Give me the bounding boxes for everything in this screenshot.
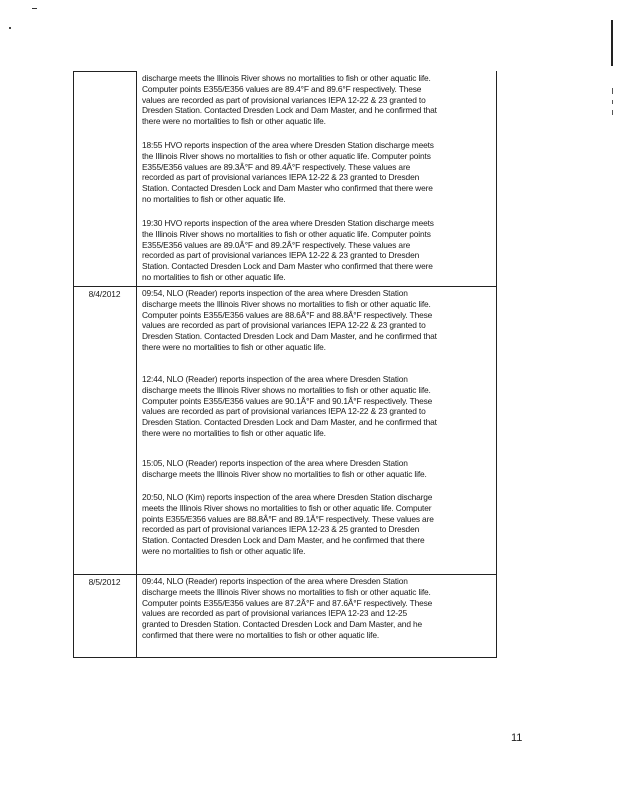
log-entry: discharge meets the Illinois River shows no mortalities to fish or other aquatic life. Computer points E355/E356 values are 89.4°F and 89.6°F respectively. These values are recorded as part of provisional variances IEPA 12-22 & 23 granted to Dresden Station. Contacted Dresden Lock and Dam Master, and he confirmed that there were no mortalities to fish or other aquatic life. — [142, 73, 437, 127]
scan-edge-mark — [612, 88, 613, 94]
log-entry: 19:30 HVO reports inspection of the area where Dresden Station discharge meets the Illinois River shows no mortalities to fish or other aquatic life. Computer points E355/E356 values are 89.0Â°F and 89.2Â°F respectively. These values are recorded as part of provisional variances IEPA 12-22 & 23 granted to Dresden Station. Contacted Dresden Lock and Dam Master who confirmed that there were no mortalities to fish or other aquatic life. — [142, 218, 434, 282]
scan-edge-mark — [612, 100, 613, 104]
scan-edge-mark — [611, 20, 613, 66]
date-cell: 8/4/2012 — [88, 289, 121, 299]
scan-edge-mark — [612, 110, 613, 115]
log-entry: 09:54, NLO (Reader) reports inspection of the area where Dresden Station discharge meets the Illinois River shows no mortalities to fish or other aquatic life. Computer points E355/E356 values are 88.6Â°F and 88.8Â°F respectively. These values are recorded as part of provisional variances IEPA 12-22 & 23 granted to Dresden Station. Contacted Dresden Lock and Dam Master, and he confirmed that there were no mortalities to fish or other aquatic life. — [142, 288, 437, 352]
page-number: 11 — [511, 732, 523, 744]
table-top-rule — [73, 71, 136, 72]
log-entry: 18:55 HVO reports inspection of the area where Dresden Station discharge meets the Illinois River shows no mortalities to fish or other aquatic life. Computer points E355/E356 values are 89.3Â°F and 89.4Â°F respectively. These values are recorded as part of provisional variances IEPA 12-22 & 23 granted to Dresden Station. Contacted Dresden Lock and Dam Master who confirmed that there were no mortalities to fish or other aquatic life. — [142, 140, 434, 204]
column-divider — [136, 71, 137, 657]
inspection-log-table — [73, 71, 497, 658]
date-cell: 8/5/2012 — [88, 577, 121, 587]
log-entry: 15:05, NLO (Reader) reports inspection of the area where Dresden Station discharge meets the Illinois River show no mortalities to fish or other aquatic life. — [142, 458, 427, 479]
log-entry: 12:44, NLO (Reader) reports inspection of the area where Dresden Station discharge meets the Illinois River shows no mortalities to fish or other aquatic life. Computer points E355/E356 values are 90.1Â°F and 90.1Â°F respectively. These values are recorded as part of provisional variances IEPA 12-22 & 23 granted to Dresden Station. Contacted Dresden Lock and Dam Master, and he confirmed that there were no mortalities to fish or other aquatic life. — [142, 374, 437, 438]
scan-mark — [9, 27, 11, 29]
row-divider — [74, 286, 496, 287]
log-entry: 20:50, NLO (Kim) reports inspection of the area where Dresden Station discharge meets the Illinois River shows no mortalities to fish or other aquatic life. Computer points E355/E356 values are 88.8Â°F and 89.1Â°F respectively. These values are recorded as part of provisional variances IEPA 12-23 & 25 granted to Dresden Station. Contacted Dresden Lock and Dam Master, and he confirmed that there were no mortalities to fish or other aquatic life. — [142, 492, 434, 556]
scan-mark — [32, 8, 37, 9]
row-divider — [74, 574, 496, 575]
log-entry: 09:44, NLO (Reader) reports inspection of the area where Dresden Station discharge meets the Illinois River shows no mortalities to fish or other aquatic life. Computer points E355/E356 values are 87.2Â°F and 87.6Â°F respectively. These values are recorded as part of provisional variances IEPA 12-23 and 12-25 granted to Dresden Station. Contacted Dresden Lock and Dam Master, and he confirmed that there were no mortalities to fish or other aquatic life. — [142, 576, 433, 640]
